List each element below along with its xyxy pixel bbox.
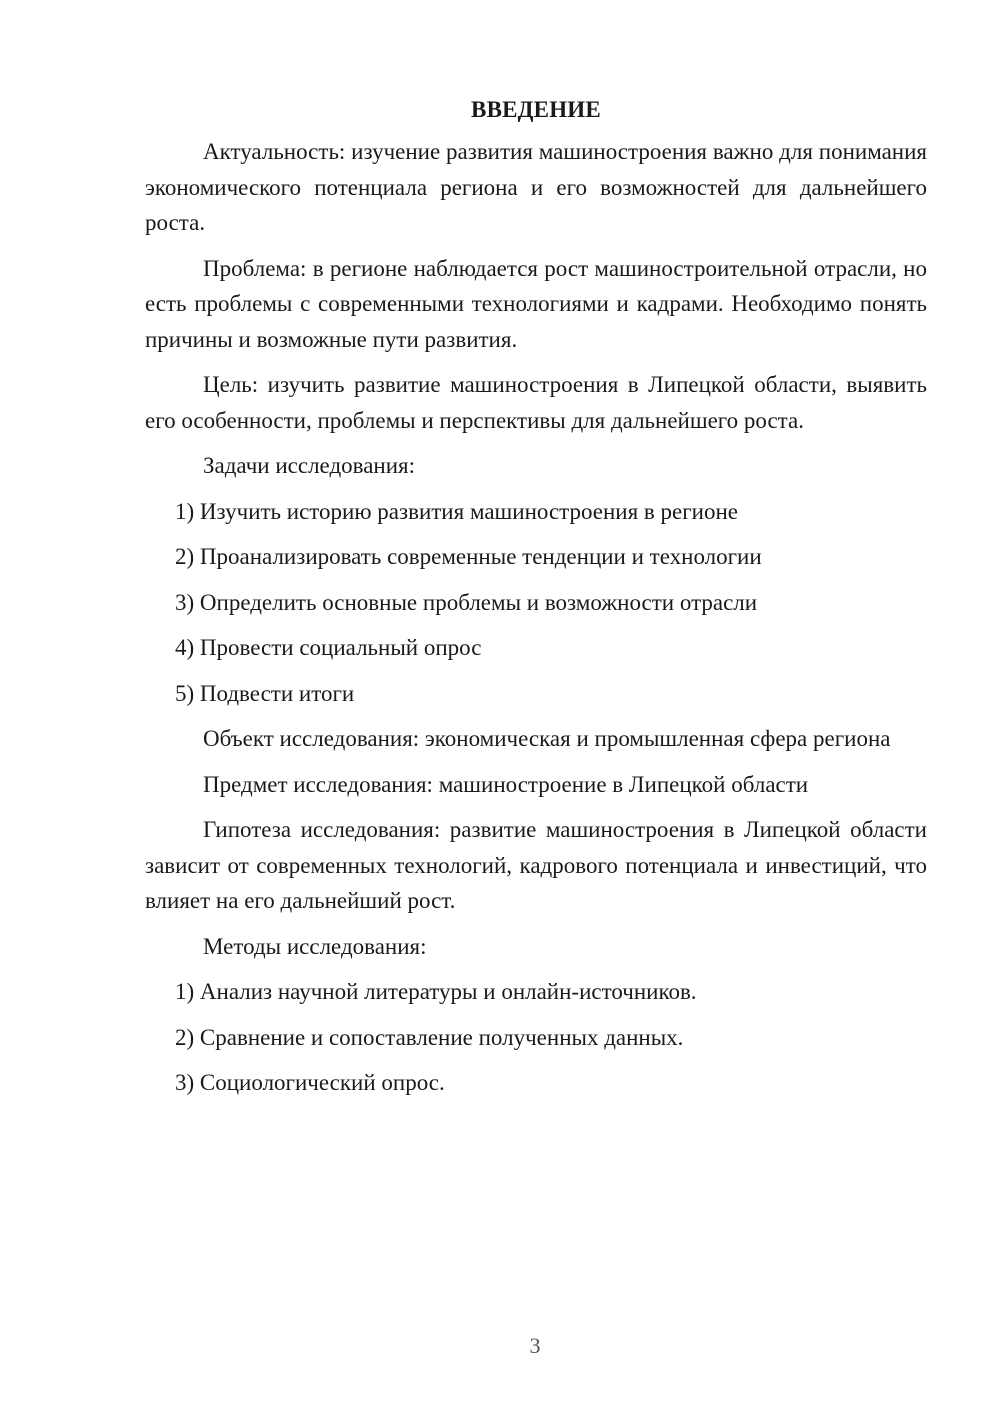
- goal-paragraph: Цель: изучить развитие машиностроения в Липецкой области, выявить его особенности, проблемы и перспективы для дальнейшего роста.: [145, 372, 927, 433]
- methods-label: Методы исследования:: [203, 933, 427, 959]
- tasks-label: Задачи исследования:: [203, 453, 416, 478]
- problem-paragraph: Проблема: в регионе наблюдается рост машиностроительной отрасли, но есть проблемы с современными технологиями и кадрами. Необходимо понять причины и возможные пути развития.: [145, 255, 927, 352]
- subject-paragraph: Предмет исследования: машиностроение в Липецкой области: [203, 771, 809, 797]
- relevance-paragraph: Актуальность: изучение развития машиностроения важно для понимания экономического потенциала региона и его возможностей для дальнейшего роста.: [145, 139, 927, 235]
- list-item: 4) Провести социальный опрос: [175, 635, 482, 660]
- list-item: 2) Проанализировать современные тенденции и технологии: [175, 544, 762, 569]
- object-paragraph: Объект исследования: экономическая и промышленная сфера региона: [203, 726, 891, 751]
- list-item: 3) Социологический опрос.: [175, 1070, 445, 1095]
- section-heading: ВВЕДЕНИЕ: [471, 97, 601, 122]
- list-item: 5) Подвести итоги: [175, 680, 355, 706]
- document-page: [145, 92, 927, 1101]
- hypothesis-paragraph: Гипотеза исследования: развитие машиностроения в Липецкой области зависит от современных технологий, кадрового потенциала и инвестиций, что влияет на его дальнейший рост.: [145, 817, 927, 913]
- list-item: 3) Определить основные проблемы и возможности отрасли: [175, 589, 758, 615]
- list-item: 2) Сравнение и сопоставление полученных данных.: [175, 1024, 684, 1050]
- page-number: 3: [529, 1333, 541, 1358]
- tasks-list: [145, 494, 927, 712]
- list-item: 1) Изучить историю развития машиностроения в регионе: [175, 498, 739, 524]
- list-item: 1) Анализ научной литературы и онлайн-источников.: [175, 979, 697, 1004]
- methods-list: [145, 974, 927, 1101]
